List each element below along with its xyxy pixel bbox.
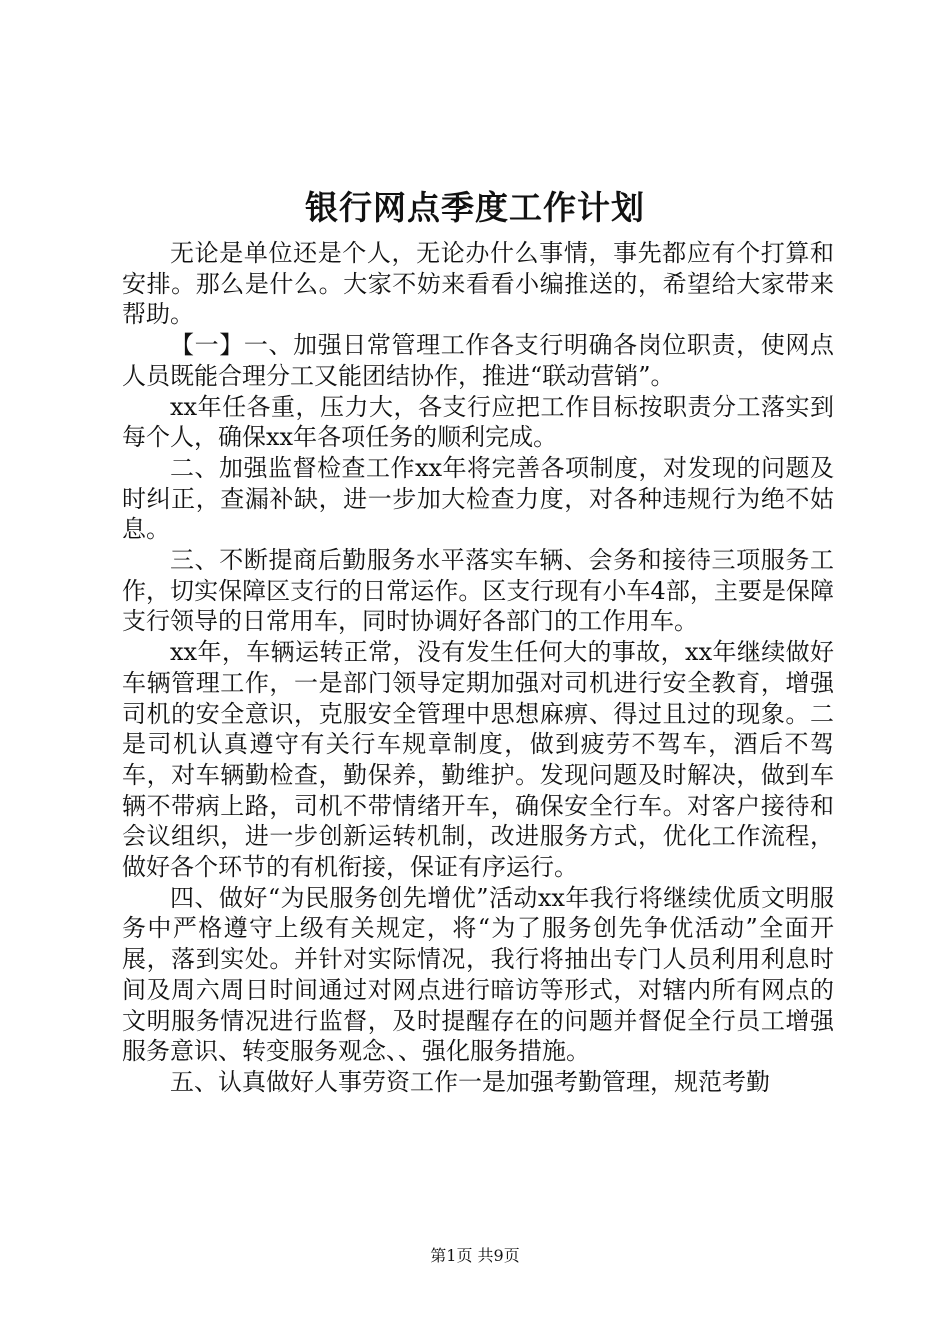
- paragraph-section-4: 四、做好“为民服务创先增优”活动xx年我行将继续优质文明服务中严格遵守上级有关规定，将“为了服务创先争优活动”全面开展，落到实处。并针对实际情况，我行将抽出专门人员利用利息时间及周六周日时间通过对网点进行暗访等形式，对辖内所有网点的文明服务情况进行监督，及时提醒存在的问题并督促全行员工增强服务意识、转变服务观念、、强化服务措施。: [122, 883, 834, 1066]
- paragraph-intro: 无论是单位还是个人，无论办什么事情，事先都应有个打算和安排。那么是什么。大家不妨来看看小编推送的，希望给大家带来帮助。: [122, 239, 834, 329]
- paragraph-section-1: 【一】一、加强日常管理工作各支行明确各岗位职责，使网点人员既能合理分工又能团结协作，推进“联动营销”。: [122, 331, 834, 390]
- document-body: [122, 238, 834, 1098]
- paragraph-section-5: 五、认真做好人事劳资工作一是加强考勤管理，规范考勤: [170, 1067, 770, 1096]
- page-number-footer: 第1页 共9页: [430, 1246, 520, 1265]
- paragraph-section-3: 三、不断提商后勤服务水平落实车辆、会务和接待三项服务工作，切实保障区支行的日常运作。区支行现有小车4部，主要是保障支行领导的日常用车，同时协调好各部门的工作用车。: [122, 546, 834, 636]
- paragraph-section-2: 二、加强监督检查工作xx年将完善各项制度，对发现的问题及时纠正，查漏补缺，进一步加大检查力度，对各种违规行为绝不姑息。: [122, 453, 834, 544]
- document-title: 银行网点季度工作计划: [305, 188, 645, 227]
- paragraph-section-1-detail: xx年任各重，压力大，各支行应把工作目标按职责分工落实到每个人，确保xx年各项任务的顺利完成。: [122, 392, 834, 452]
- paragraph-section-3-detail: xx年，车辆运转正常，没有发生任何大的事故，xx年继续做好车辆管理工作，一是部门领导定期加强对司机进行安全教育，增强司机的安全意识，克服安全管理中思想麻痹、得过且过的现象。二是司机认真遵守有关行车规章制度，做到疲劳不驾车，酒后不驾车，对车辆勤检查，勤保养，勤维护。发现问题及时解决，做到车辆不带病上路，司机不带情绪开车，确保安全行车。对客户接待和会议组织，进一步创新运转机制，改进服务方式，优化工作流程，做好各个环节的有机衔接，保证有序运行。: [122, 638, 834, 882]
